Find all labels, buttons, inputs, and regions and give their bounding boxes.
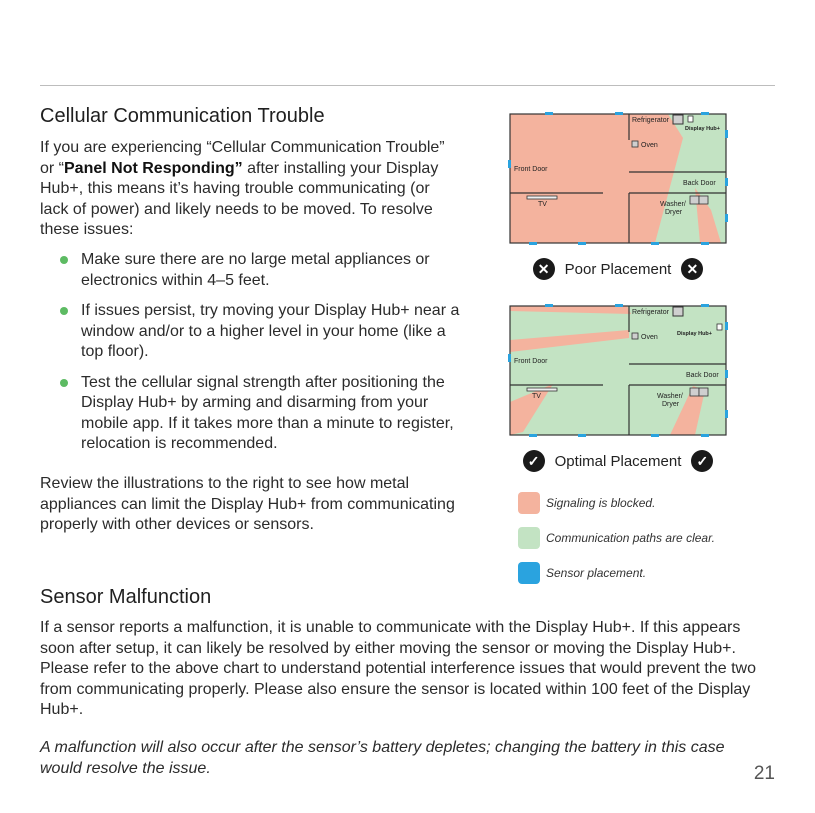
washer-box <box>690 196 699 204</box>
bullet-dot <box>60 379 68 387</box>
page-number: 21 <box>753 763 775 784</box>
display-hub-box <box>717 324 722 330</box>
intro-text-bold: Panel Not Responding” <box>64 159 243 177</box>
list-item <box>40 373 460 455</box>
section-title-sensor: Sensor Malfunction <box>40 586 212 608</box>
label-washer: Washer/ <box>660 201 686 208</box>
label-refrigerator: Refrigerator <box>632 309 669 316</box>
label-dryer: Dryer <box>665 209 683 216</box>
tv-box <box>527 388 557 391</box>
battery-note: A malfunction will also occur after the sensor’s battery depletes; changing the battery in this case would resolve the issue. <box>40 739 725 777</box>
sensor-paragraph: If a sensor reports a malfunction, it is unable to communicate with the Display Hub+. If this appears soon after setup, it can likely be resolved by either moving the sensor or moving the Display Hub+. Please refer to the above chart to understand potential interference issues that would prevent the two from communicating properly. Please also ensure the sensor is located within 100 feet of the Display Hub+. <box>40 619 756 718</box>
label-tv: TV <box>538 201 547 208</box>
legend-item-clear <box>518 527 715 549</box>
display-hub-box <box>688 116 693 122</box>
list-item-text: Make sure there are no large metal appliances or electronics within 4–5 feet. <box>81 251 430 289</box>
legend-label-clear: Communication paths are clear. <box>546 531 715 545</box>
optimal-placement-diagram <box>505 302 731 438</box>
check-circle-icon: ✓ <box>691 450 713 472</box>
oven-box <box>632 333 638 339</box>
list-item <box>40 301 460 363</box>
label-front-door: Front Door <box>514 166 548 173</box>
blocked-zone <box>510 114 683 243</box>
review-paragraph: Review the illustrations to the right to see how metal appliances can limit the Display Hub+ from communicating properly with other devices or sensors. <box>40 475 455 533</box>
list-item <box>40 250 460 291</box>
poor-placement-caption <box>510 257 726 281</box>
bullet-dot <box>60 307 68 315</box>
legend-item-blocked <box>518 492 655 514</box>
label-refrigerator: Refrigerator <box>632 117 669 124</box>
label-tv: TV <box>532 393 541 400</box>
x-circle-icon: ✕ <box>681 258 703 280</box>
label-back-door: Back Door <box>686 372 719 379</box>
poor-placement-label: Poor Placement <box>564 260 672 278</box>
legend-label-blocked: Signaling is blocked. <box>546 496 656 510</box>
label-display-hub: Display Hub+ <box>685 126 720 132</box>
list-item-text: Test the cellular signal strength after positioning the Display Hub+ by arming and disarming from your mobile app. If it takes more than a minute to register, relocation is recommended. <box>81 373 454 452</box>
intro-text-a: If you are experiencing “Cellular Communication Trouble” or “ <box>40 139 445 177</box>
legend-swatch-clear <box>518 527 540 549</box>
x-circle-icon: ✕ <box>533 258 555 280</box>
label-back-door: Back Door <box>683 180 716 187</box>
dryer-box <box>699 196 708 204</box>
optimal-placement-label: Optimal Placement <box>554 452 682 470</box>
optimal-placement-caption <box>510 449 726 473</box>
tv-box <box>527 196 557 199</box>
oven-box <box>632 141 638 147</box>
label-oven: Oven <box>641 142 658 149</box>
washer-box <box>690 388 699 396</box>
label-dryer: Dryer <box>662 401 680 408</box>
bullet-dot <box>60 256 68 264</box>
legend-item-sensor <box>518 562 646 584</box>
list-item-text: If issues persist, try moving your Display Hub+ near a window and/or to a higher level in your home (like a top floor). <box>81 302 460 360</box>
refrigerator-box <box>673 307 683 316</box>
label-display-hub: Display Hub+ <box>677 331 712 337</box>
label-front-door: Front Door <box>514 358 548 365</box>
intro-paragraph <box>40 138 445 241</box>
label-washer: Washer/ <box>657 393 683 400</box>
legend-swatch-blocked <box>518 492 540 514</box>
tips-list <box>40 250 460 465</box>
legend-label-sensor: Sensor placement. <box>546 566 647 580</box>
check-circle-icon: ✓ <box>523 450 545 472</box>
intro-text-b: after installing your Display Hub+, this means it’s having trouble communicating (or lack of power) and likely needs to be moved. To resolve these issues: <box>40 159 439 238</box>
label-oven: Oven <box>641 334 658 341</box>
section-title-cellular: Cellular Communication Trouble <box>40 105 325 127</box>
top-rule <box>40 85 775 86</box>
refrigerator-box <box>673 115 683 124</box>
dryer-box <box>699 388 708 396</box>
legend <box>518 490 778 590</box>
legend-swatch-sensor <box>518 562 540 584</box>
poor-placement-diagram <box>505 110 731 246</box>
